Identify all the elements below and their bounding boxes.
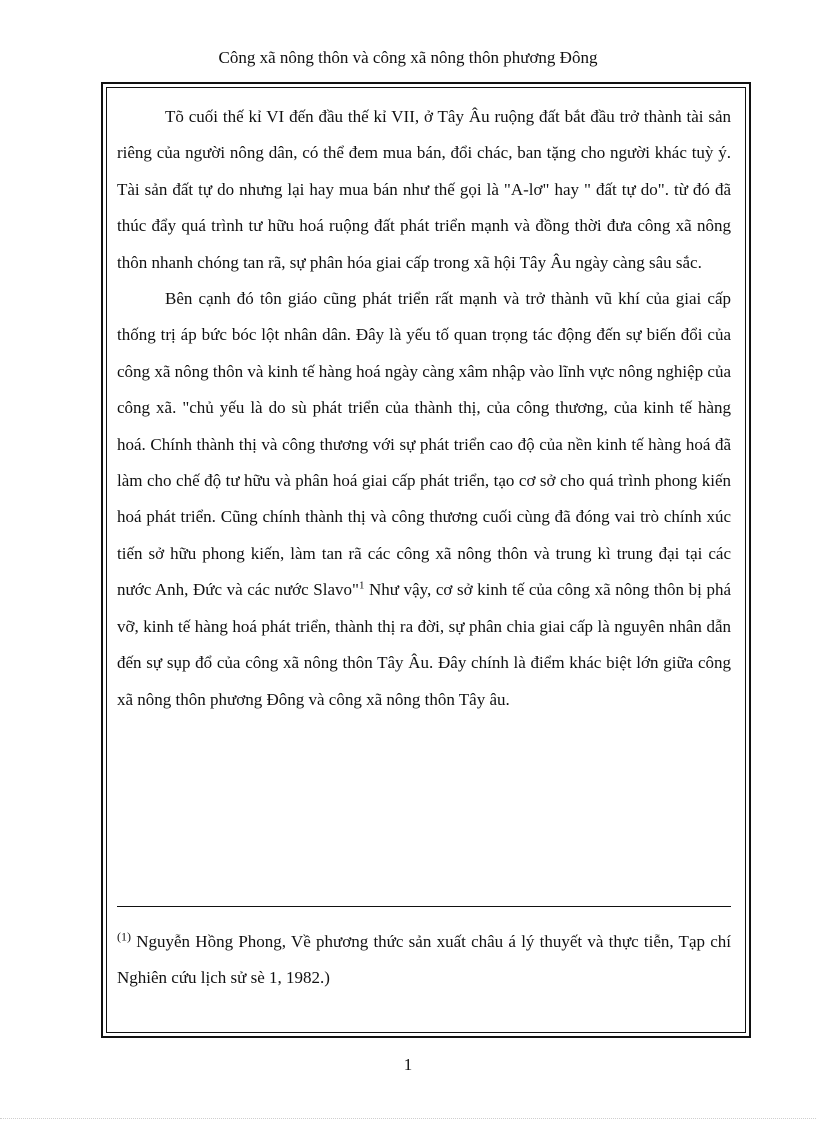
paragraph-2-text-continued: Như vậy, cơ sở kinh tế của công xã nông thôn bị phá vỡ, kinh tế hàng hoá phát triển, thành thị ra đời, sự phân chia giai cấp là nguyên nhân dẫn đến sự sụp đổ của công xã nông thôn Tây Âu. Đây chính là điểm khác biệt lớn giữa công xã nông thôn phương Đông và công xã nông thôn Tây âu. bbox=[117, 580, 731, 709]
body-text bbox=[117, 99, 731, 718]
paragraph-2-text: Bên cạnh đó tôn giáo cũng phát triển rất mạnh và trở thành vũ khí của giai cấp thống trị áp bức bóc lột nhân dân. Đây là yếu tố quan trọng tác động đến sự biến đổi của công xã nông thôn và kinh tế hàng hoá ngày càng xâm nhập vào lĩnh vực nông nghiệp của công xã. "chủ yếu là do sù phát triển của thành thị, của công thương, của kinh tế hàng hoá. Chính thành thị và công thương với sự phát triển cao độ của nền kinh tế hàng hoá đã làm cho chế độ tư hữu và phân hoá giai cấp phát triển, tạo cơ sở cho quá trình phong kiến hoá phát triển. Cũng chính thành thị và công thương cuối cùng đã đóng vai trò chính xúc tiến sở hữu phong kiến, làm tan rã các công xã nông thôn và trung kì trung đại tại các nước Anh, Đức và các nước Slavo" bbox=[117, 289, 731, 600]
page-number: 1 bbox=[403, 1055, 413, 1074]
page-bottom-edge bbox=[0, 1118, 816, 1119]
footnote bbox=[117, 924, 731, 996]
footnote-line bbox=[117, 924, 731, 996]
paragraph-1 bbox=[117, 99, 731, 281]
footnote-separator bbox=[117, 906, 731, 907]
footnote-text: Nguyễn Hồng Phong, Về phương thức sản xuất châu á lý thuyết và thực tiễn, Tạp chí Nghiên cứu lịch sử sè 1, 1982.) bbox=[117, 932, 731, 987]
footnote-reference[interactable]: 1 bbox=[358, 579, 365, 592]
paragraph-1-text: Tõ cuối thế kỉ VI đến đầu thế kỉ VII, ở Tây Âu ruộng đất bắt đầu trở thành tài sản riêng của người nông dân, có thể đem mua bán, đổi chác, ban tặng cho người khác tuỳ ý. Tài sản đất tự do nhưng lại hay mua bán như thế gọi là "A-lơ" hay " đất tự do". từ đó đã thúc đẩy quá trình tư hữu hoá ruộng đất phát triển mạnh và đồng thời đưa công xã nông thôn nhanh chóng tan rã, sự phân hóa giai cấp trong xã hội Tây Âu ngày càng sâu sắc. bbox=[117, 107, 731, 272]
page-header-title: Công xã nông thôn và công xã nông thôn phương Đông bbox=[218, 48, 598, 67]
paragraph-2 bbox=[117, 281, 731, 718]
footnote-marker: (1) bbox=[117, 929, 131, 944]
